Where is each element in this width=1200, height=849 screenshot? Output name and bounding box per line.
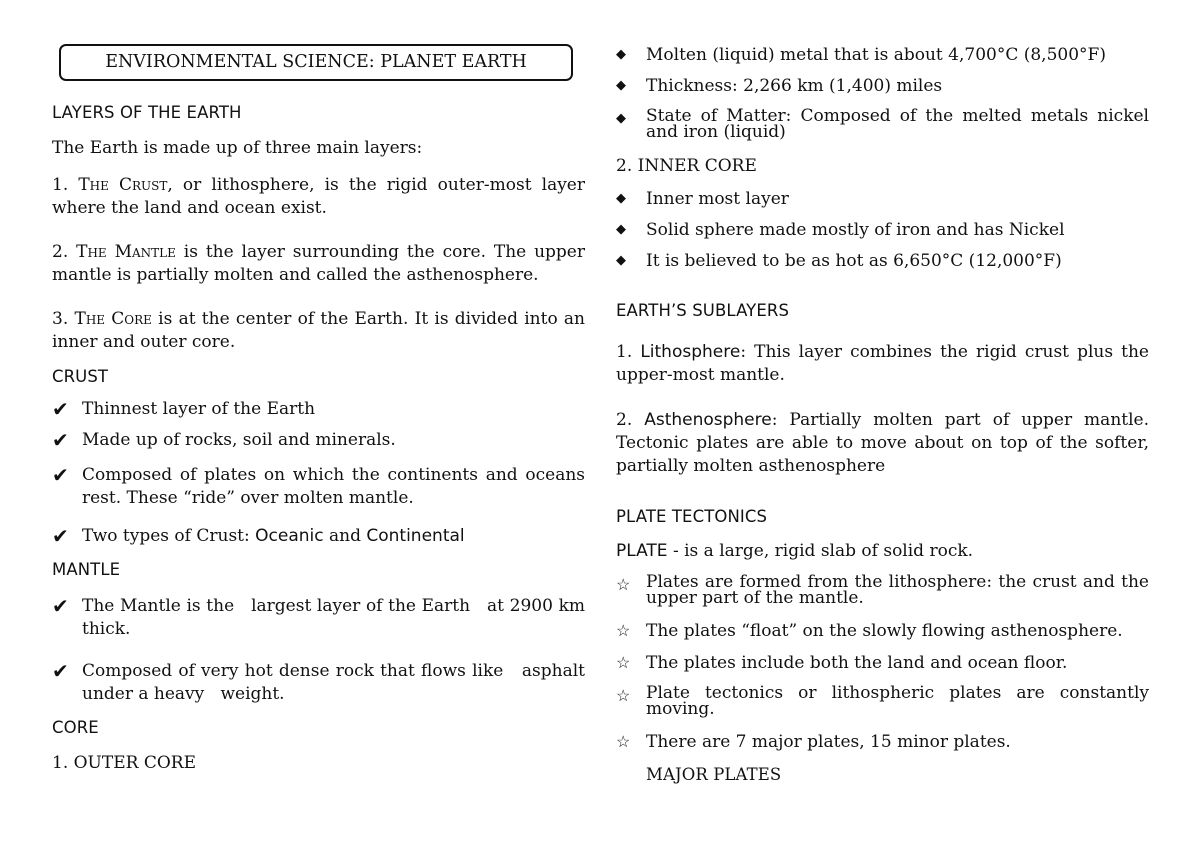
diamond-bullet-icon: ◆ [616,253,626,268]
check-icon: ✔ [52,428,69,452]
list-item: ✔ Thinnest layer of the Earth [52,397,316,421]
crust-heading: CRUST [52,367,109,386]
star-bullet-icon: ☆ [616,732,631,751]
check-icon: ✔ [52,659,69,683]
star-bullet-icon: ☆ [616,621,631,640]
list-item: ☆ The plates include both the land and ocean floor. [616,653,1068,673]
layer-item-crust: 1. The Crust, or lithosphere, is the rigid outer-most layer where the land and ocean exist. [52,175,585,218]
sublayer-term: Asthenosphere [644,410,772,430]
list-item: ✔ Composed of plates on which the continents and oceans rest. These “ride” over molten mantle. [52,463,585,508]
diamond-bullet-icon: ◆ [616,78,626,93]
list-item: ◆ Thickness: 2,266 km (1,400) miles [616,76,943,96]
star-bullet-icon: ☆ [616,653,631,672]
diamond-bullet-icon: ◆ [616,47,626,62]
check-icon: ✔ [52,397,69,421]
list-item: ◆ Inner most layer [616,189,789,209]
list-item: ✔ Made up of rocks, soil and minerals. [52,428,396,452]
check-icon: ✔ [52,524,69,548]
list-item: ◆ Molten (liquid) metal that is about 4,700°C (8,500°F) [616,45,1106,65]
document-title: ENVIRONMENTAL SCIENCE: PLANET EARTH [59,44,573,81]
sublayer-item-asthenosphere: 2. Asthenosphere: Partially molten part of upper mantle. Tectonic plates are able to move about on top of the softer, partially molten asthenosphere [616,410,1149,476]
layer-item-core: 3. The Core is at the center of the Earth. It is divided into an inner and outer core. [52,309,585,352]
list-item: ◆ State of Matter: Composed of the melted metals nickel and iron (liquid) [616,106,1149,142]
layers-intro: The Earth is made up of three main layers: [52,138,423,158]
mantle-heading: MANTLE [52,560,121,579]
layer-term: The Crust [78,175,168,195]
crust-type-continental: Continental [366,526,465,546]
list-item: ☆ Plates are formed from the lithosphere: the crust and the upper part of the mantle. [616,572,1149,608]
inner-core-label: 2. INNER CORE [616,156,757,176]
layer-item-mantle: 2. The Mantle is the layer surrounding the core. The upper mantle is partially molten and called the asthenosphere. [52,242,585,285]
list-item: ☆ There are 7 major plates, 15 minor plates. [616,732,1011,752]
check-icon: ✔ [52,594,69,618]
list-item: ☆ Plate tectonics or lithospheric plates are constantly moving. [616,683,1149,719]
list-item: ✔ Composed of very hot dense rock that flows like asphalt under a heavy weight. [52,659,591,704]
layer-term: The Core [74,309,152,329]
diamond-bullet-icon: ◆ [616,222,626,237]
star-bullet-icon: ☆ [616,686,631,705]
core-heading: CORE [52,718,99,737]
sublayer-term: Lithosphere [640,342,741,362]
major-plates-heading: MAJOR PLATES [646,765,782,784]
layers-heading: LAYERS OF THE EARTH [52,103,242,122]
plate-definition: PLATE - is a large, rigid slab of solid rock. [616,541,974,561]
layer-term: The Mantle [76,242,176,262]
sublayers-heading: EARTH’S SUBLAYERS [616,301,790,320]
plate-term: PLATE [616,541,668,561]
diamond-bullet-icon: ◆ [616,191,626,206]
star-bullet-icon: ☆ [616,575,631,594]
outer-core-label: 1. OUTER CORE [52,753,196,773]
check-icon: ✔ [52,463,69,487]
list-item: ◆ It is believed to be as hot as 6,650°C (12,000°F) [616,251,1062,271]
list-item: ✔ Two types of Crust: Oceanic and Continental [52,524,465,548]
diamond-bullet-icon: ◆ [616,111,626,126]
list-item: ◆ Solid sphere made mostly of iron and has Nickel [616,220,1065,240]
crust-type-oceanic: Oceanic [255,526,324,546]
list-item: ✔ The Mantle is the largest layer of the Earth at 2900 km thick. [52,594,591,639]
tectonics-heading: PLATE TECTONICS [616,507,768,526]
list-item: ☆ The plates “float” on the slowly flowing asthenosphere. [616,621,1123,641]
sublayer-item-lithosphere: 1. Lithosphere: This layer combines the rigid crust plus the upper-most mantle. [616,342,1149,385]
